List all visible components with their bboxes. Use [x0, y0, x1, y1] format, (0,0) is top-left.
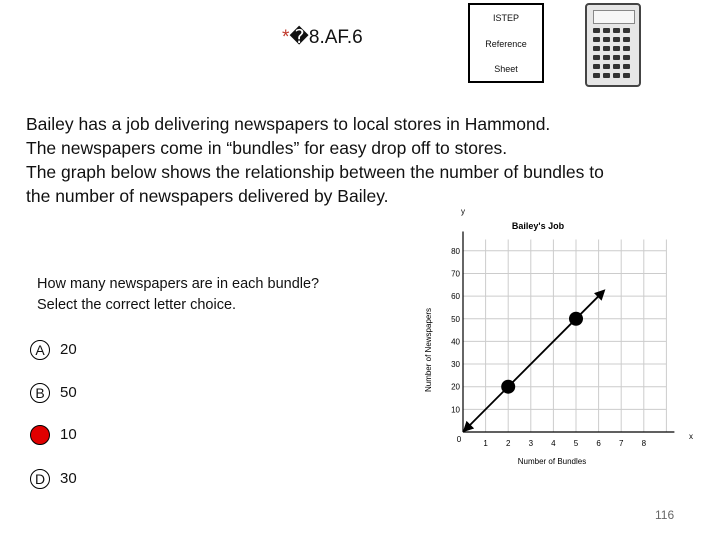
reference-line-3: Sheet [494, 64, 518, 74]
y-axis-label: Number of Newspapers [424, 307, 433, 393]
x-tick-label: 5 [573, 439, 579, 448]
choice-c-value: 10 [60, 426, 77, 443]
reference-line-1: ISTEP [492, 13, 519, 23]
x-tick-label: 2 [505, 439, 511, 448]
standard-code: �8.AF.6 [289, 27, 363, 48]
y-tick-label: 60 [451, 292, 460, 302]
standard-star: * [282, 27, 290, 48]
page-number: 116 [655, 508, 675, 522]
x-tick-label: 6 [596, 439, 601, 448]
x-tick-label: 4 [551, 439, 556, 448]
x-tick-label: 7 [618, 439, 624, 448]
x-axis-letter: x [689, 432, 693, 441]
problem-line: The newspapers come in “bundles” for easy drop off to stores. [26, 138, 508, 158]
y-tick-label: 40 [451, 337, 460, 347]
x-tick-label: 1 [483, 439, 488, 448]
y-tick-label: 70 [451, 269, 460, 279]
choice-d-value: 30 [60, 470, 77, 487]
reference-line-2: Reference [485, 39, 527, 49]
x-tick-label: 3 [528, 439, 534, 448]
y-axis-letter: y [461, 207, 465, 216]
y-tick-label: 10 [451, 405, 460, 415]
choice-a-bubble[interactable]: A [30, 340, 50, 360]
choice-b-value: 50 [60, 384, 77, 401]
problem-line: Bailey has a job delivering newspapers to local stores in Hammond. [26, 114, 551, 134]
choice-a-value: 20 [60, 341, 77, 358]
x-axis-label: Number of Bundles [517, 457, 587, 466]
x-tick-label: 8 [641, 439, 647, 448]
y-tick-label: 20 [451, 382, 460, 392]
choice-b-bubble[interactable]: B [30, 383, 50, 403]
question-line: How many newspapers are in each bundle? [37, 276, 320, 292]
problem-line: the number of newspapers delivered by Bailey. [26, 186, 389, 206]
choice-d-bubble[interactable]: D [30, 469, 50, 489]
origin-label: 0 [456, 435, 462, 444]
data-point [569, 312, 583, 326]
question-line: Select the correct letter choice. [37, 297, 237, 313]
y-tick-label: 50 [451, 314, 460, 324]
y-tick-label: 80 [451, 246, 460, 256]
chart-title: Bailey's Job [511, 221, 565, 231]
problem-line: The graph below shows the relationship between the number of bundles to [26, 162, 604, 182]
y-tick-label: 30 [451, 360, 460, 370]
data-point [501, 380, 515, 394]
